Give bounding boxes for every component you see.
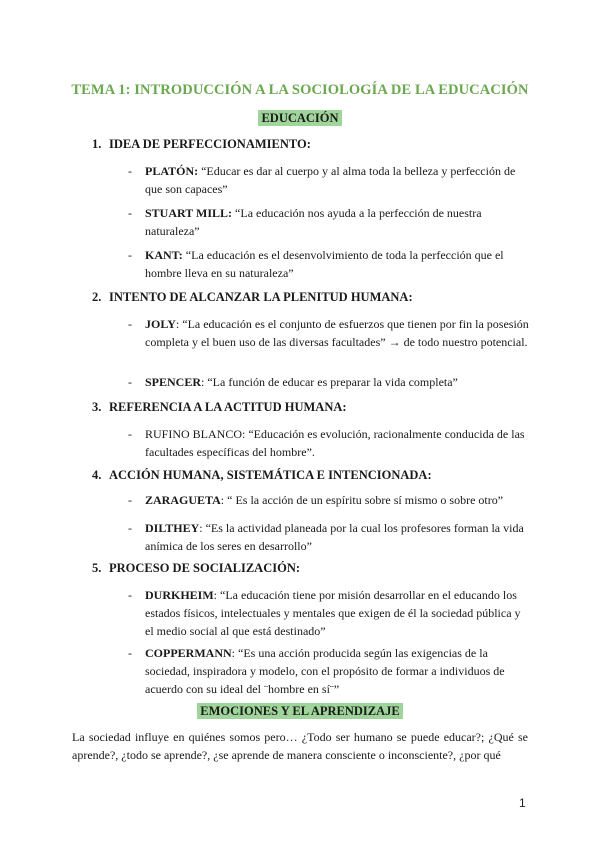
author-name: STUART MILL: (145, 206, 233, 220)
highlighted-heading-text: EDUCACIÓN (258, 110, 341, 126)
section-number: 2. (92, 290, 102, 304)
dash-bullet: - (128, 164, 132, 178)
dash-bullet: - (128, 317, 132, 331)
section-heading-emociones (0, 704, 600, 719)
page-number: 1 (519, 796, 526, 810)
section-number: 1. (92, 137, 102, 151)
section-1-heading (92, 137, 311, 152)
quote-text: “Educar es dar al cuerpo y al alma toda la belleza y perfección de que son capaces” (145, 164, 516, 196)
section-heading-educacion (0, 111, 600, 126)
quote-text: “La educación nos ayuda a la perfección de nuestra naturaleza” (145, 206, 482, 238)
author-name: ZARAGUETA (145, 493, 221, 507)
quote-text: : “Es la actividad planeada por la cual los profesores forman la vida anímica de los seres en desarrollo” (145, 521, 524, 553)
section-title: REFERENCIA A LA ACTITUD HUMANA: (109, 400, 347, 414)
dash-bullet: - (128, 375, 132, 389)
quote-text: : “La educación tiene por misión desarrollar en el educando los estados físicos, intelectuales y mentales que exigen de él la sociedad pública y el medio social al que está destinado” (145, 588, 521, 638)
highlighted-heading-text: EMOCIONES Y EL APRENDIZAJE (197, 703, 402, 719)
dash-bullet: - (128, 206, 132, 220)
body-paragraph: La sociedad influye en quiénes somos pero… ¿Todo ser humano se puede educar?; ¿Qué se aprende?, ¿todo se aprende?, ¿se aprende de manera consciente o inconsciente?, ¿por qué (72, 730, 528, 762)
section-number: 3. (92, 400, 102, 414)
dash-bullet: - (128, 493, 132, 507)
section-3-heading (92, 400, 347, 415)
section-title: ACCIÓN HUMANA, SISTEMÁTICA E INTENCIONADA: (109, 468, 432, 482)
section-number: 5. (92, 561, 102, 575)
author-name: COPPERMANN (145, 646, 232, 660)
quote-text: “La educación es el desenvolvimiento de toda la perfección que el hombre lleva en su naturaleza” (145, 248, 504, 280)
author-name: DILTHEY (145, 521, 200, 535)
author-name: PLATÓN: (145, 164, 199, 178)
dash-bullet: - (128, 427, 132, 441)
dash-bullet: - (128, 588, 132, 602)
section-2-heading (92, 290, 413, 305)
dash-bullet: - (128, 521, 132, 535)
author-name: DURKHEIM (145, 588, 214, 602)
author-name: JOLY (145, 317, 176, 331)
document-title: TEMA 1: INTRODUCCIÓN A LA SOCIOLOGÍA DE LA EDUCACIÓN (71, 82, 529, 98)
author-name: KANT: (145, 248, 183, 262)
dash-bullet: - (128, 248, 132, 262)
section-title: INTENTO DE ALCANZAR LA PLENITUD HUMANA: (109, 290, 413, 304)
quote-text: : “La función de educar es preparar la vida completa” (201, 375, 458, 389)
section-title: IDEA DE PERFECCIONAMIENTO: (109, 137, 311, 151)
section-5-heading (92, 561, 300, 576)
author-name: SPENCER (145, 375, 202, 389)
dash-bullet: - (128, 646, 132, 660)
quote-text: : “Es una acción producida según las exigencias de la sociedad, inspiradora y modelo, con el propósito de formar a individuos de acuerdo con su ideal del ¨hombre en sí¨” (145, 646, 505, 696)
section-title: PROCESO DE SOCIALIZACIÓN: (109, 561, 301, 575)
quote-text: : “La educación es el conjunto de esfuerzos que tienen por fin la posesión completa y el buen uso de las diversas facultades” → de todo nuestro potencial. (145, 317, 529, 349)
quote-text: : “ Es la acción de un espíritu sobre sí mismo o sobre otro” (220, 493, 504, 507)
quote-text: RUFINO BLANCO: “Educación es evolución, racionalmente conducida de las facultades específicas del hombre”. (145, 427, 525, 459)
section-number: 4. (92, 468, 102, 482)
section-4-heading (92, 468, 432, 483)
